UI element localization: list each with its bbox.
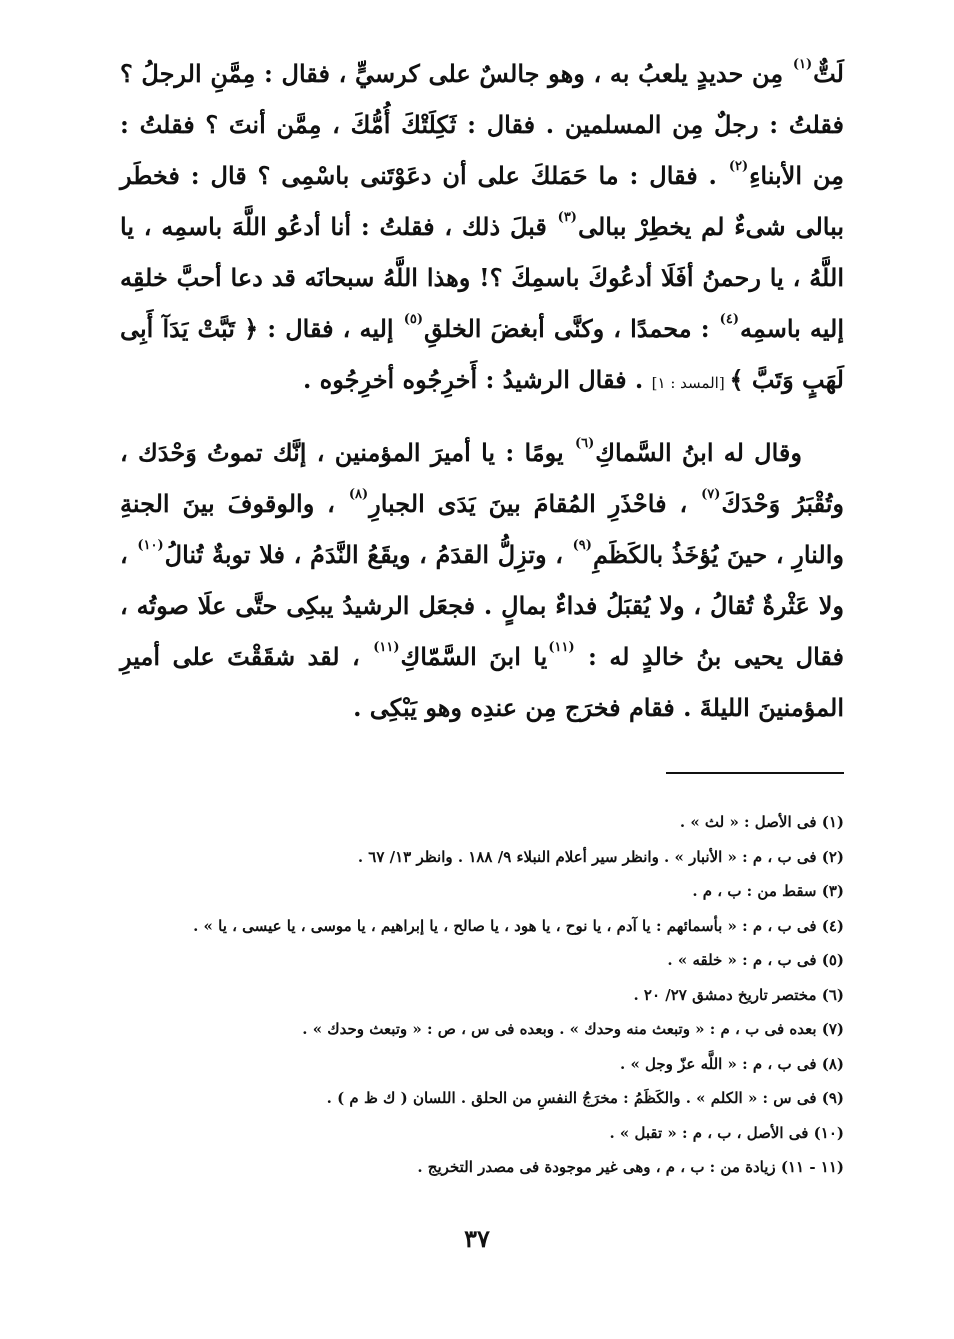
footnote-item: (٢) فى ب ، م : « الأنبار » . وانظر سير أعلام النبلاء ٩/ ١٨٨ . وانظر ١٣/ ٦٧ .: [357, 847, 844, 866]
footnote-item: (٧) بعده فى ب ، م : « وتبعث منه وحدك » . وبعده فى س ، ص : « وتبعث وحدك » .: [302, 1020, 844, 1038]
footnote-item: (١١ - ١١) زيادة من : ب ، م ، وهى غير موجودة فى مصدر التخريج .: [417, 1158, 844, 1176]
footnote-item: (٦) مختصر تاريخ دمشق ٢٧/ ٢٠ .: [633, 985, 844, 1004]
text-span: وقال له ابنُ السَّماكِ: [595, 438, 802, 467]
footnote-item: (١) فى الأصل : « لث » .: [679, 813, 844, 831]
footnote-ref-3: (٣): [557, 210, 577, 225]
main-text: [120, 48, 844, 733]
footnote-ref-1: (١): [792, 57, 813, 72]
footnote-ref-11-end: (١١): [373, 640, 400, 655]
text-span: يا ابنَ السَّمّاكِ: [400, 642, 548, 671]
text-span: ، وتزِلُّ القدَمُ ، ويقَعُ النَّدَمُ ، فلا توبةٌ تُنالُ: [164, 540, 572, 569]
footnote-ref-7: (٧): [701, 487, 721, 502]
footnotes-list: [120, 805, 844, 1185]
paragraph-1: [120, 48, 844, 409]
text-span: ، فاحْذَرِ المُقامَ بينَ يَدَى الجبارِ: [369, 489, 701, 518]
footnote-ref-8: (٨): [348, 487, 369, 502]
text-span: ، ولا عَثْرةٌ تُقالُ ، ولا يُقبَلُ فداءٌ بمالٍ . فجعَل الرشيدُ يبكِى حتَّى علَا صوتُه ، فقال يحيى بنُ خالدٍ له :: [120, 540, 845, 671]
page-number: ٣٧: [464, 1224, 490, 1253]
text-span: ، لقد شقَقْتَ على أميرِ المؤمنينَ الليلةَ . فقام فخرَج مِن عندِه وهو يَبْكِى .: [120, 642, 844, 722]
footnote-ref-10: (١٠): [137, 538, 164, 553]
text-span: إليه ، فقال :: [258, 314, 403, 343]
footnote-item: (٩) فى س : « الكلم » . والكَظَمُ : مخرَجُ النفسِ من الحلق . اللسان ( ك ظ م ) .: [326, 1089, 844, 1107]
footnote-ref-4: (٤): [719, 312, 739, 327]
text-span: ، والوقوفَ بينَ الجنةِ والنارِ ، حينَ يُؤخَذُ بالكَظَمِ: [120, 489, 844, 569]
footnote-separator: [666, 772, 844, 774]
text-span: . فقال : ما حَمَلكَ على أن دعَوْتَنى باسْمِى ؟ قال : فخطَر ببالى شىءٌ لم يخطِرْ ببالى: [120, 161, 844, 241]
text-span: مِن حديدٍ يلعبُ به ، وهو جالسٌ على كرسيٍّ ، فقال : مِمَّنِ الرجلُ ؟ فقلتُ : رجلٌ مِن المسلمين . فقال : ثَكِلَتْكَ أُمُّكَ ، مِمَّن أنتَ ؟ فقلتُ : مِن الأبناءِ: [120, 59, 845, 190]
footnote-item: (٥) فى ب ، م : « خلقه » .: [667, 951, 844, 969]
footnote-ref-2: (٢): [728, 159, 749, 174]
footnote-ref-9: (٩): [572, 538, 592, 553]
text-span: لَتٌّ: [813, 59, 844, 88]
footnote-ref-5: (٥): [403, 312, 423, 327]
footnote-item: (٣) سقط من : ب ، م .: [692, 882, 844, 900]
surah-citation: [المسد : ١]: [651, 374, 730, 392]
footnote-item: (٨) فى ب ، م : « اللَّه عزّ وجل » .: [620, 1054, 844, 1073]
paragraph-2: [120, 427, 844, 733]
footnote-ref-11-start: (١١): [548, 640, 575, 655]
text-span: يومًا : يا أميرَ المؤمنين ، إنَّك تموتُ وَحْدَك ، وتُقْبَرُ وَحْدَكَ: [120, 438, 844, 518]
footnote-item: (١٠) فى الأصل ، ب ، م : « تقبل » .: [609, 1123, 844, 1142]
quran-verse: ﴿ تَبَّتْ يَدَآ أَبِى لَهَبٍ وَتَبَّ ﴾: [120, 314, 844, 394]
text-span: قبلَ ذلك ، فقلتُ : أنا أدعُو اللَّهَ باسمِه ، يا اللَّهُ ، يا رحمنُ أفَلَا أدعُوكَ باسمِكَ ؟! وهذا اللَّهُ سبحانَه قد دعا أحبَّ خلقِه إليه باسمِه: [120, 212, 844, 343]
footnote-ref-6: (٦): [574, 436, 595, 451]
text-span: : محمدًا ، وكنَّى أبغضَ الخلقِ: [423, 314, 719, 343]
footnote-item: (٤) فى ب ، م : « بأسمائهم : يا آدم ، يا نوح ، يا هود ، يا صالح ، يا إبراهيم ، يا موسى ، يا عيسى ، يا » .: [193, 916, 844, 935]
text-span: . فقال الرشيدُ : أَخرِجُوه أخرِجُوه .: [302, 365, 652, 394]
